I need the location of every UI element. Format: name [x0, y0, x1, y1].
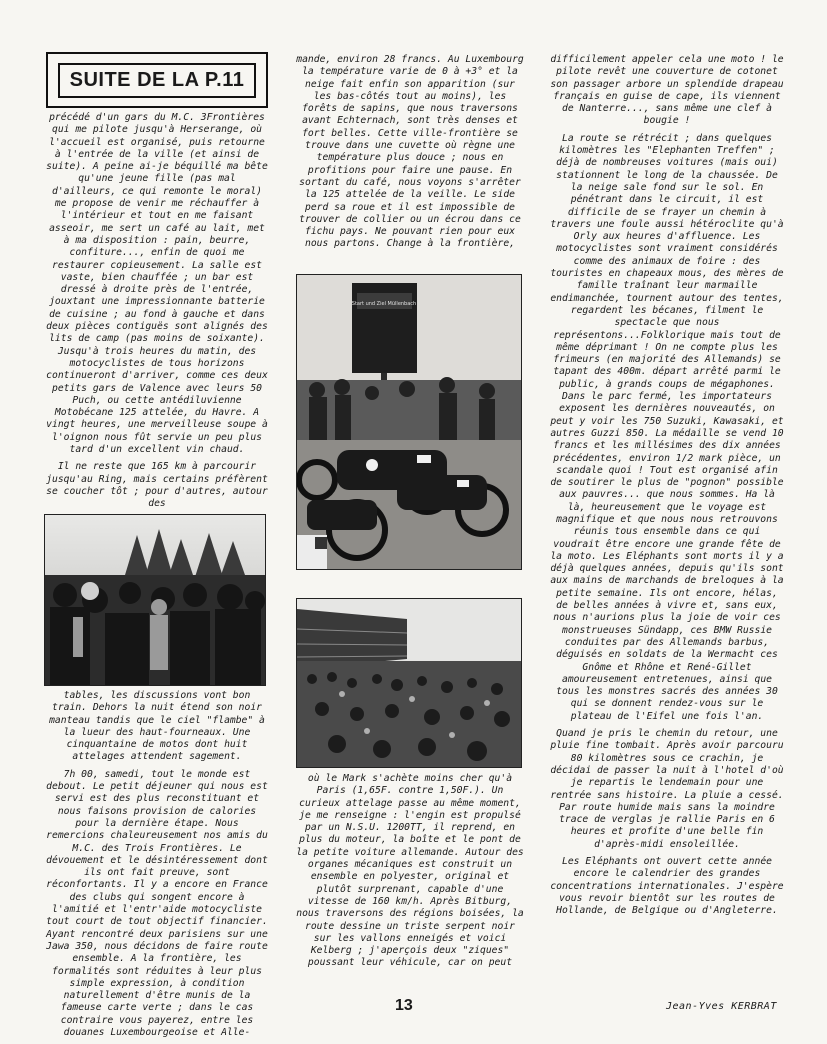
stadium-crowd-photo-image — [297, 599, 521, 767]
crowd-photo — [44, 514, 266, 686]
title-box — [46, 52, 268, 108]
article-paragraph: précédé d'un gars du M.C. 3Frontières qui me pilote jusqu'à Herserange, où l'accueil est organisé, puis retourne à l'entrée de la ville (et ainsi de suite). A peine ai-je béquillé ma bête qu'une jeune fille (pas mal d'ailleurs, ce qui remonte le moral) me propose de venir me réchauffer à l'intérieur et tout en me faisant asseoir, me sert un café au lait, met à ma disposition : pain, beurre, confiture..., enfin de quoi me restaurer copieusement. La salle est vaste, bien chauffée ; un bar est dressé à droite près de l'entrée, jouxtant une impressionnante batterie de cuisine ; au fond à gauche et dans deux pièces contiguës sont alignés des lits de camp (pas moins de soixante). Jusqu'à trois heures du matin, des motocyclistes de tous horizons continueront d'arriver, comme ces deux petits gars de Valence avec leurs 50 Puch, ou cette antédiluvienne Motobécane 125 attelée, du Havre. A vingt heures, une merveilleuse soupe à l'oignon nous fût servie un peu plus tard d'un excellent vin chaud. — [46, 112, 268, 456]
sign-text: Start und Ziel Müllenbach — [351, 301, 417, 307]
column-2 — [296, 54, 524, 256]
column-1-bottom — [44, 690, 270, 1044]
motorcycles-sign-photo-image — [297, 275, 521, 569]
motorcycles-sign-photo — [296, 274, 522, 570]
article-paragraph: tables, les discussions vont bon train. Dehors la nuit étend son noir manteau tandis que le ciel "flambe" à la lueur des haut-fourneaux. Une cinquantaine de motos dont huit attelages attendent sagement. — [49, 690, 265, 763]
column-3 — [549, 54, 785, 922]
page-number: 13 — [395, 997, 413, 1014]
article-paragraph: mande, environ 28 francs. Au Luxembourg la température varie de 0 à +3° et la neige fait enfin son apparition (sur les bas-côtés tout au moins), les forêts de sapins, que nous traversons avant Echternach, sont très denses et fort belles. Cette ville-frontière se trouve dans une cuvette où règne une température plus douce ; nous en profitions pour faire une pause. En sortant du café, nous voyons s'arrêter la 125 attelée de la veille. Le side perd sa roue et il est impossible de trouver de collier ou un écrou dans ce fichu pays. Ne pouvant rien pour eux nous partons. Change à la frontière, — [296, 54, 524, 250]
article-paragraph: Les Eléphants ont ouvert cette année encore le calendrier des grandes concentrations internationales. J'espère vous revoir bientôt sur les routes de Hollande, de Belgique ou d'Angleterre. — [550, 856, 784, 917]
article-paragraph: La route se rétrécit ; dans quelques kilomètres les "Elephanten Treffen" ; déjà de nombreuses voitures (mais oui) stationnent le long de la chaussée. De la neige sale fond sur le sol. En pénétrant dans le circuit, il est difficile de se frayer un chemin à travers une foule aussi hétéroclite qu'à Orly aux heures d'affluence. Les motocyclistes sont vraiment considérés comme des animaux de foire : des touristes en chapeaux mous, des mères de famille traînant leur marmaille endimanchée, tournent autour des tentes, regardent les bécanes, filment le spectacle que nous représentons...Folklorique mais tout de même déprimant ! On ne compte plus les frimeurs (en majorité des Allemands) se tapant des 400m. départ arrêté parmi le public, à grands coups de mégaphones. Dans le parc fermé, les importateurs exposent les dernières nouveautés, on peut y voir les 750 Suzuki, Kawasaki, et autres Guzzi 850. La médaille se vend 10 francs et les millésimes des dix années précédentes, environ 1/2 mark pièce, un scandale quoi ! Tout est organisé afin de soutirer le plus de "pognon" possible aux pauvres... que nous sommes. Ha là là, heureusement que le voyage est magnifique et que nous nous retrouvons réunis tous ensemble dans ce qui voudrait être encore une grande fête de la moto. Les Eléphants sont morts il y a déjà quelques années, depuis qu'ils sont aux mains de marchands de breloques à la petite semaine. Ils ont encore, hélas, de belles années à vivre et, sans eux, nous n'aurions plus la joie de voir ces monstrueuses Sündapp, ces BMW Russie conduites par des Allemands barbus, déguisés en soldats de la Wermacht ces Gnôme et Rhône et René-Gillet amoureusement entretenues, ainsi que tous les monstres sacrés des années 30 qui se donnent rendez-vous sur le plateau de l'Eifel une fois l'an. — [550, 132, 784, 722]
article-paragraph: où le Mark s'achète moins cher qu'à Paris (1,65F. contre 1,50F.). Un curieux attelage passe au même moment, je me renseigne : l'engin est propulsé par un N.S.U. 1200TT, il reprend, en plus du moteur, la boîte et le pont de la petite voiture allemande. Autour des organes mécaniques est construit un ensemble en polyester, original et plutôt surprenant, capable d'une vitesse de 160 km/h. Après Bitburg, nous traversons des régions boisées, la route dessine un triste serpent noir sur les vallons enneigés et voici Kelberg ; j'aperçois deux "ziques" poussant leur véhicule, car on peut — [296, 773, 524, 969]
article-paragraph: difficilement appeler cela une moto ! le pilote revêt une couverture de cotonet son passager arbore un splendide drapeau français en guise de cape, ils viennent de Nanterre..., sans même une clef à bougie ! — [550, 54, 784, 127]
author-name: Jean-Yves KERBRAT — [666, 1001, 777, 1012]
page-title: SUITE DE LA P.11 — [58, 63, 257, 98]
article-paragraph: Quand je pris le chemin du retour, une pluie fine tombait. Après avoir parcouru 80 kilomètres sous ce crachin, je décidai de passer la nuit à l'hotel d'où je repartis le lendemain pour une rentrée sans histoire. La pluie a cessé. Par route humide mais sans la moindre trace de verglas je rallie Paris en 6 heures et profite d'une belle fin d'après-midi ensoleillée. — [550, 728, 784, 850]
column-2-bottom — [296, 773, 524, 975]
crowd-photo-image — [45, 515, 265, 685]
column-1 — [44, 112, 270, 516]
article-paragraph: Il ne reste que 165 km à parcourir jusqu'au Ring, mais certains préfèrent se coucher tôt ; pour d'autres, autour des — [46, 461, 268, 510]
article-paragraph: 7h 00, samedi, tout le monde est debout. Le petit déjeuner qui nous est servi est des plus reconstituant et nous faisons provision de calories pour la dernière étape. Nous remercions chaleureusement nos amis du M.C. des Trois Frontières. Le dévouement et le désintéressement dont ils ont fait preuve, sont réconfortants. Il y a encore en France des clubs qui songent encore à l'amitié et l'entr'aide motocycliste tout court de tout objectif financier. Ayant rencontré deux parisiens sur une Jawa 350, nous décidons de faire route ensemble. A la frontière, les formalités sont réduites à leur plus simple expression, à condition naturellement d'être munis de la fameuse carte verte ; dans le cas contraire vous payerez, entre les douanes Luxembourgeoise et Alle- — [46, 768, 268, 1039]
stadium-crowd-photo — [296, 598, 522, 768]
